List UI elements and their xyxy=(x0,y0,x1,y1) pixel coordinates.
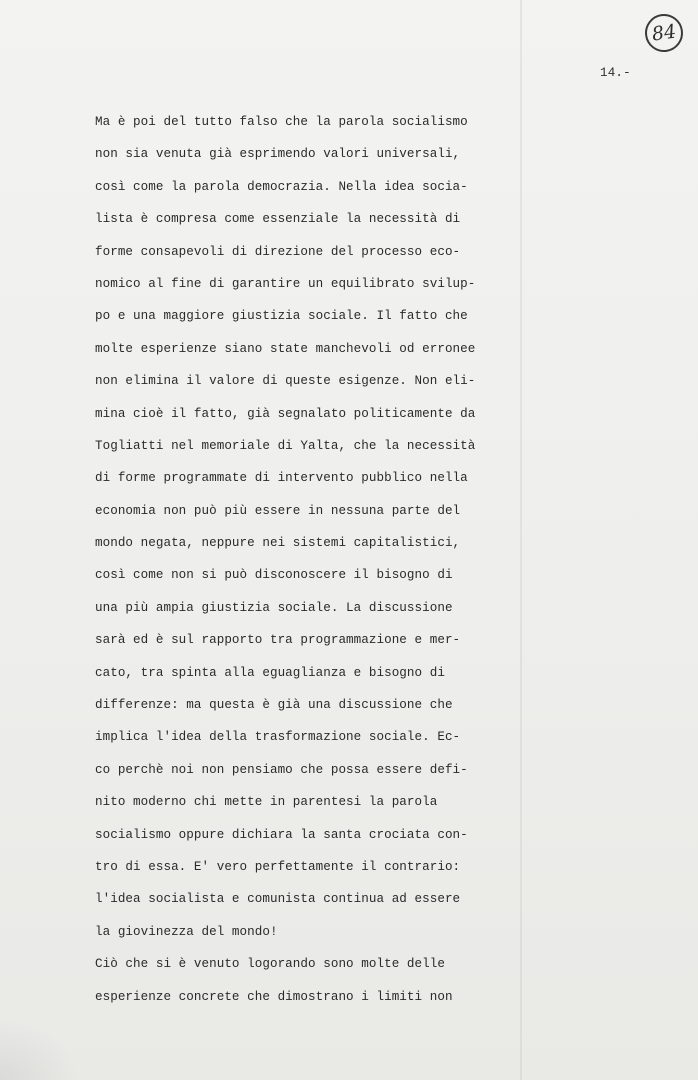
text-line: non elimina il valore di queste esigenze. Non eli- xyxy=(95,374,476,389)
text-line: sarà ed è sul rapporto tra programmazione e mer- xyxy=(95,633,461,648)
text-line: economia non può più essere in nessuna parte del xyxy=(95,503,461,518)
text-line: di forme programmate di intervento pubblico nella xyxy=(95,471,468,486)
text-line: differenze: ma questa è già una discussione che xyxy=(95,698,453,713)
page-crease xyxy=(520,0,522,1080)
page-corner-shadow xyxy=(0,1020,80,1080)
text-line: forme consapevoli di direzione del processo eco- xyxy=(95,244,461,259)
text-line: co perchè noi non pensiamo che possa essere defi- xyxy=(95,762,468,777)
text-line: lista è compresa come essenziale la necessità di xyxy=(95,212,461,227)
text-line: nomico al fine di garantire un equilibrato svilup- xyxy=(95,276,476,291)
text-line: Ciò che si è venuto logorando sono molte delle xyxy=(95,957,445,972)
text-line: implica l'idea della trasformazione sociale. Ec- xyxy=(95,730,461,745)
text-line: esperienze concrete che dimostrano i limiti non xyxy=(95,989,453,1004)
text-line: la giovinezza del mondo! xyxy=(95,924,278,939)
text-line: socialismo oppure dichiara la santa crociata con- xyxy=(95,827,468,842)
text-line: Ma è poi del tutto falso che la parola socialismo xyxy=(95,115,468,129)
text-line: così come non si può disconoscere il bisogno di xyxy=(95,568,453,583)
body-text xyxy=(95,112,476,1019)
text-line: l'idea socialista e comunista continua ad essere xyxy=(95,892,461,907)
text-line: nito moderno chi mette in parentesi la parola xyxy=(95,795,438,810)
text-line: non sia venuta già esprimendo valori universali, xyxy=(95,147,461,162)
text-line: mina cioè il fatto, già segnalato politicamente da xyxy=(95,406,476,421)
text-line: una più ampia giustizia sociale. La discussione xyxy=(95,600,453,615)
text-line: così come la parola democrazia. Nella idea socia- xyxy=(95,179,468,194)
text-line: mondo negata, neppure nei sistemi capitalistici, xyxy=(95,536,461,551)
text-line: molte esperienze siano state manchevoli od erronee xyxy=(95,341,476,356)
text-line: cato, tra spinta alla eguaglianza e bisogno di xyxy=(95,665,445,680)
archive-stamp-number: 84 xyxy=(643,12,686,55)
text-line: tro di essa. E' vero perfettamente il contrario: xyxy=(95,859,461,874)
text-line: po e una maggiore giustizia sociale. Il fatto che xyxy=(95,309,468,324)
page-number: 14.- xyxy=(600,66,631,80)
text-line: Togliatti nel memoriale di Yalta, che la necessità xyxy=(95,438,476,453)
